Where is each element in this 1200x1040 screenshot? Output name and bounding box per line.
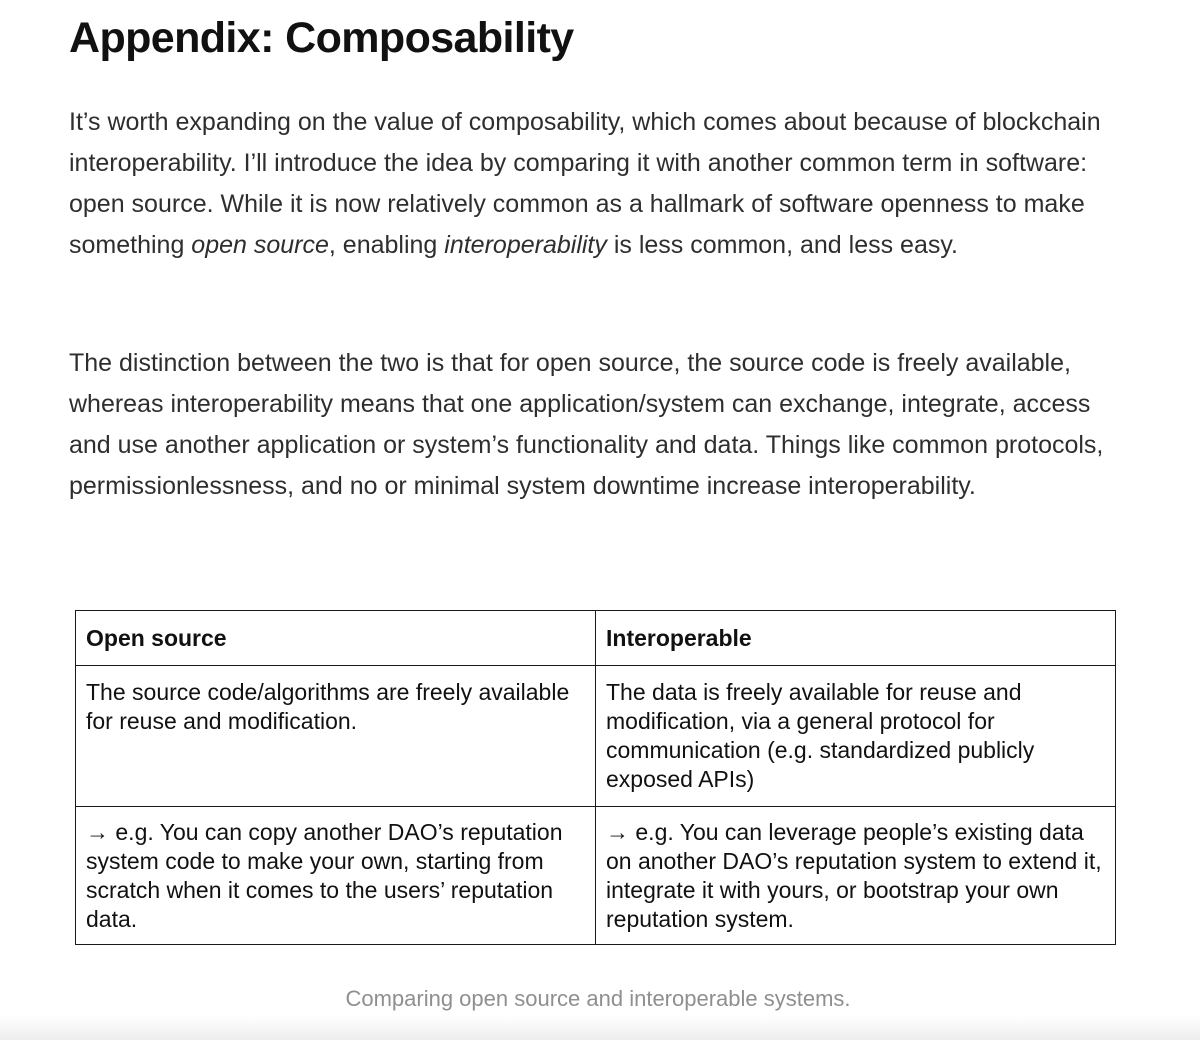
paragraph-intro-text-2: , enabling	[328, 231, 445, 259]
header-open-source: Open source	[76, 611, 596, 666]
paragraph-intro-text-1: It’s worth expanding on the value of composability, which comes about because of blockchain interoperability. I’ll introduce the idea by comparing it with another common term in software: open source. While it is now relatively common as a hallmark of software openness to make something	[69, 108, 1101, 259]
table-row	[76, 666, 1116, 807]
cell-open-source-definition: The source code/algorithms are freely available for reuse and modification.	[76, 666, 596, 807]
table-row	[76, 807, 1116, 945]
table-header-row	[76, 611, 1116, 666]
emphasis-open-source: open source	[191, 231, 329, 259]
emphasis-interoperability: interoperability	[444, 231, 607, 259]
paragraph-distinction: The distinction between the two is that for open source, the source code is freely available, whereas interoperability means that one application/system can exchange, integrate, access and use another application or system’s functionality and data. Things like common protocols, permissionlessness, and no or minimal system downtime increase interoperability.	[69, 349, 1104, 500]
cell-open-source-example: → e.g. You can copy another DAO’s reputation system code to make your own, starting from scratch when it comes to the users’ reputation data.	[76, 807, 596, 945]
page-title: Appendix: Composability	[69, 14, 574, 62]
bottom-fade	[0, 1016, 1200, 1040]
table-caption: Comparing open source and interoperable systems.	[345, 986, 851, 1011]
cell-interoperable-example: → e.g. You can leverage people’s existing data on another DAO’s reputation system to extend it, integrate it with yours, or bootstrap your own reputation system.	[596, 807, 1116, 945]
header-interoperable: Interoperable	[596, 611, 1116, 666]
paragraph-intro-text-3: is less common, and less easy.	[606, 231, 958, 259]
paragraph-intro	[69, 102, 1139, 266]
comparison-table	[75, 610, 1116, 945]
cell-interoperable-definition: The data is freely available for reuse and modification, via a general protocol for communication (e.g. standardized publicly exposed APIs)	[596, 666, 1116, 807]
